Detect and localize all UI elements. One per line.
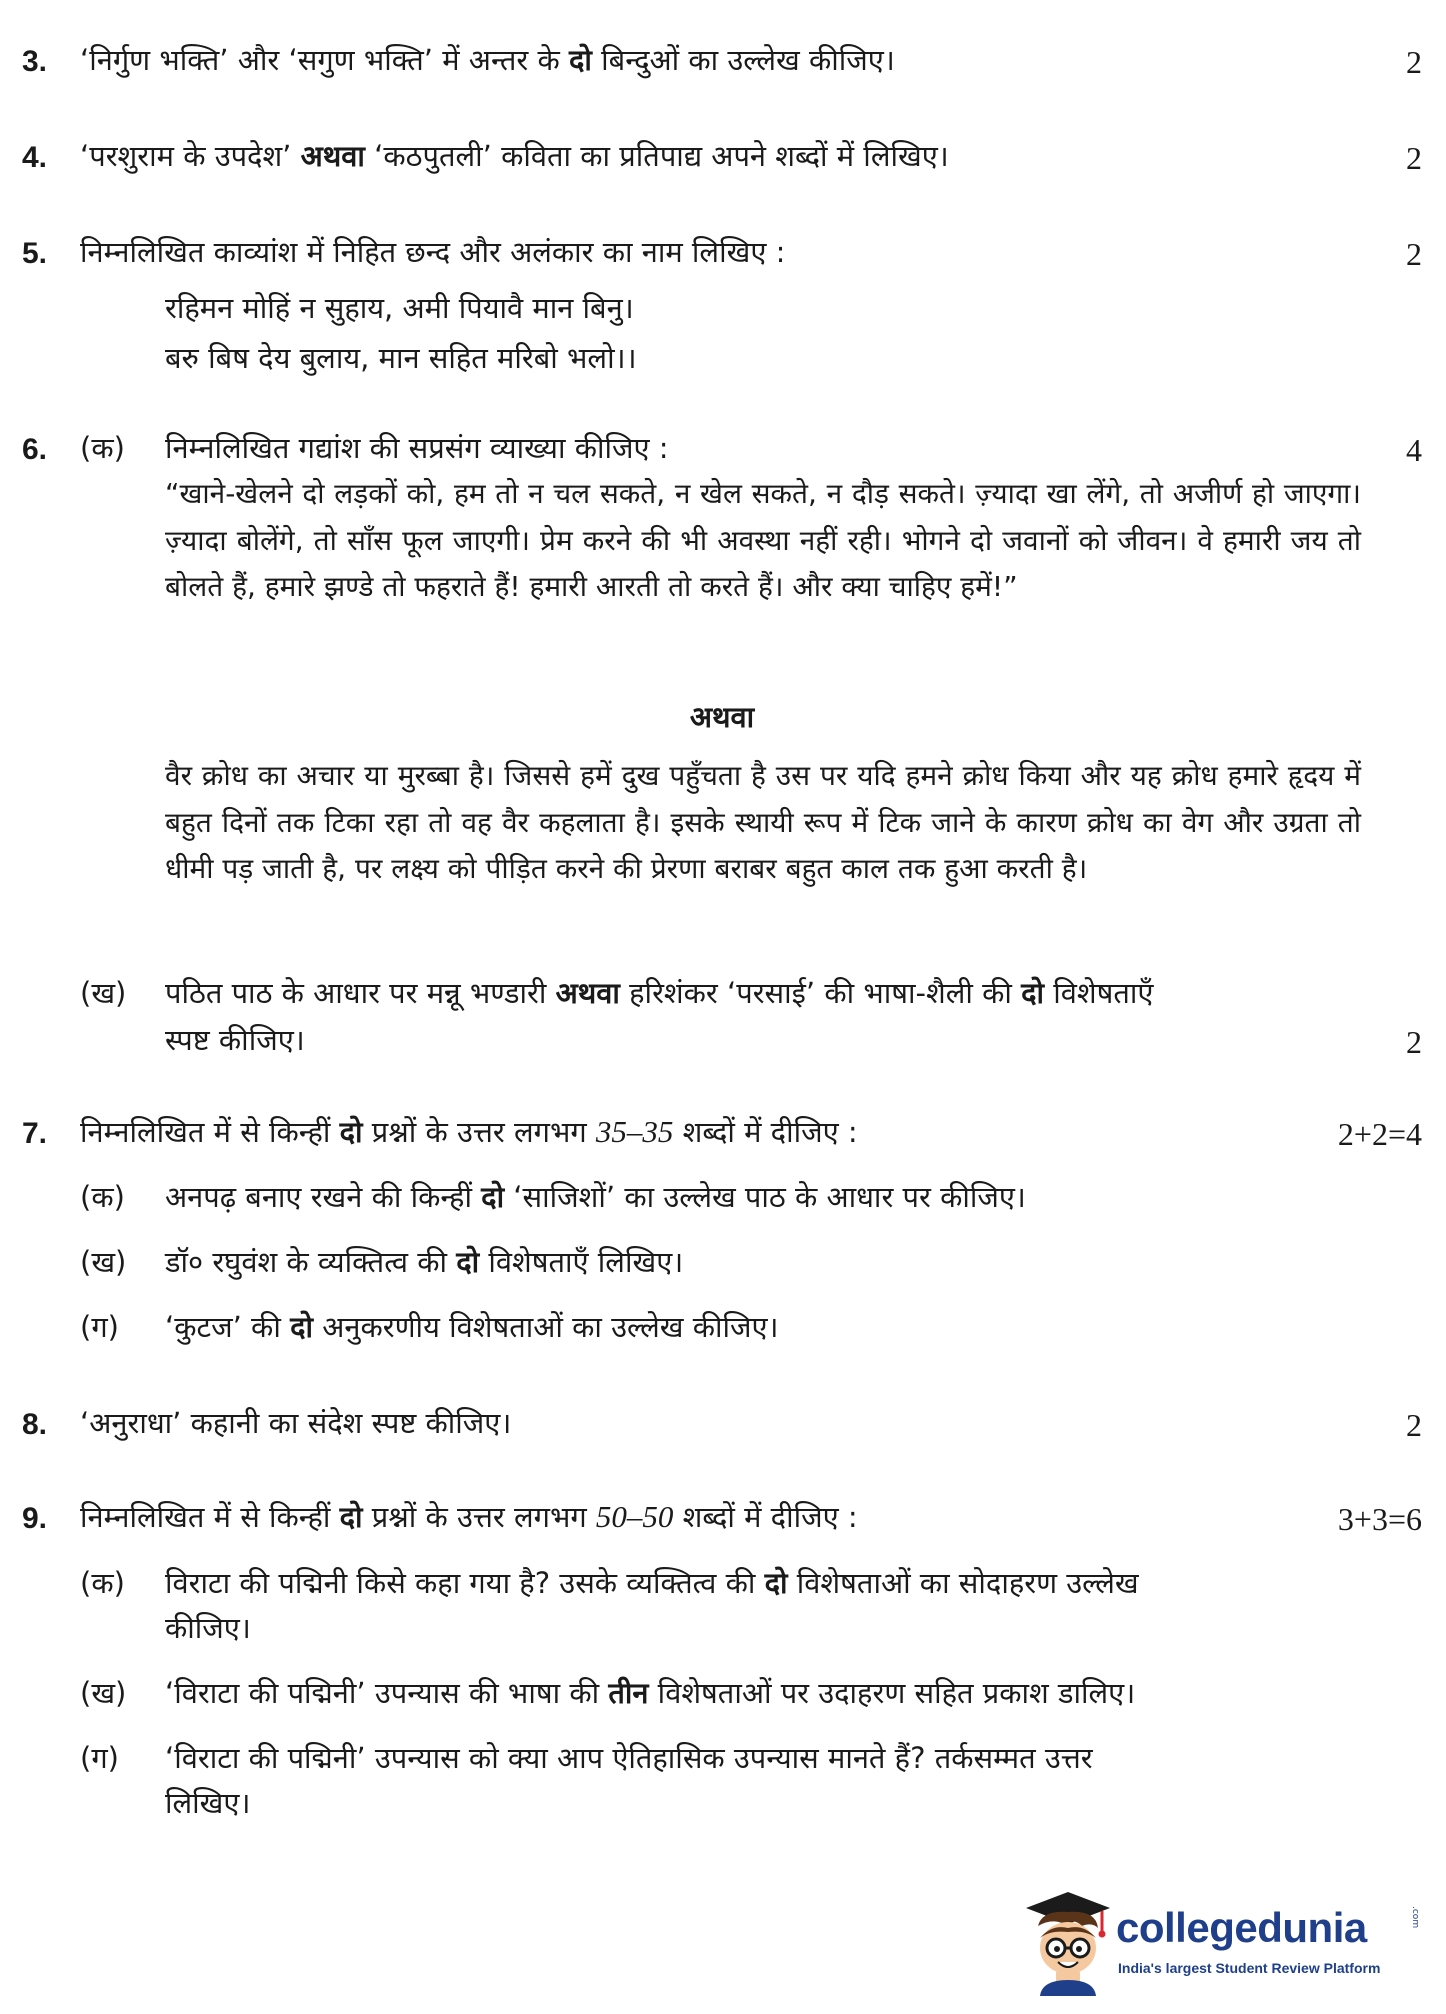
sub-question-text: निम्नलिखित गद्यांश की सप्रसंग व्याख्या कीजिए : (165, 431, 669, 465)
sub-label-kha: (ख) (80, 976, 127, 1010)
logo-tagline: India's largest Student Review Platform (1118, 1960, 1381, 1976)
marks: 2 (1406, 1024, 1422, 1060)
logo-domain: .com (1410, 1906, 1420, 1929)
question-text: ‘परशुराम के उपदेश’ अथवा ‘कठपुतली’ कविता का प्रतिपाद्य अपने शब्दों में लिखिए। (80, 139, 949, 173)
sub-label-ka: (क) (80, 1566, 125, 1600)
question-number: 5. (22, 237, 48, 270)
question-text: निम्नलिखित में से किन्हीं दो प्रश्नों के उत्तर लगभग 50–50 शब्दों में दीजिए : (80, 1499, 858, 1534)
sub-question-text: ‘कुटज’ की दो अनुकरणीय विशेषताओं का उल्लेख कीजिए। (165, 1310, 779, 1344)
passage-2: वैर क्रोध का अचार या मुरब्बा है। जिससे हमें दुख पहुँचता है उस पर यदि हमने क्रोध किया और यह क्रोध हमारे हृदय में बहुत दिनों तक टिका रहा तो वह वैर कहलाता है। इसके स्थायी रूप में टिक जाने के कारण क्रोध का वेग और उग्रता तो धीमी पड़ जाती है, पर लक्ष्य को पीड़ित करने की प्रेरणा बराबर बहुत काल तक हुआ करती है। (165, 759, 1361, 885)
question-number: 7. (22, 1117, 48, 1150)
marks: 4 (1406, 432, 1422, 468)
marks: 2 (1406, 1407, 1422, 1443)
sub-question-text: अनपढ़ बनाए रखने की किन्हीं दो ‘साजिशों’ का उल्लेख पाठ के आधार पर कीजिए। (165, 1180, 1026, 1214)
sub-label-ka: (क) (80, 1180, 125, 1214)
sub-label-ga: (ग) (80, 1741, 119, 1775)
verse-line-1: रहिमन मोहिं न सुहाय, अमी पियावै मान बिनु। (165, 291, 634, 325)
question-text: निम्नलिखित काव्यांश में निहित छन्द और अलंकार का नाम लिखिए : (80, 235, 786, 269)
sub-label-ka: (क) (80, 431, 125, 465)
marks: 2 (1406, 236, 1422, 272)
sub-question-text: पठित पाठ के आधार पर मन्नू भण्डारी अथवा हरिशंकर ‘परसाई’ की भाषा-शैली की दो विशेषताएँ (165, 976, 1154, 1010)
question-number: 4. (22, 141, 48, 174)
question-number: 8. (22, 1408, 48, 1441)
question-number: 3. (22, 45, 48, 78)
collegedunia-logo (1022, 1886, 1422, 1996)
marks: 2 (1406, 140, 1422, 176)
sub-question-text-cont: कीजिए। (165, 1611, 251, 1645)
marks: 2 (1406, 44, 1422, 80)
question-text: ‘अनुराधा’ कहानी का संदेश स्पष्ट कीजिए। (80, 1406, 512, 1440)
sub-question-text: ‘विराटा की पद्मिनी’ उपन्यास को क्या आप ऐतिहासिक उपन्यास मानते हैं? तर्कसम्मत उत्तर (165, 1741, 1093, 1775)
sub-question-text: ‘विराटा की पद्मिनी’ उपन्यास की भाषा की तीन विशेषताओं पर उदाहरण सहित प्रकाश डालिए। (165, 1676, 1136, 1710)
sub-question-text: डॉ० रघुवंश के व्यक्तित्व की दो विशेषताएँ लिखिए। (165, 1245, 684, 1279)
sub-question-text-cont: लिखिए। (165, 1786, 251, 1820)
question-text: निम्नलिखित में से किन्हीं दो प्रश्नों के उत्तर लगभग 35–35 शब्दों में दीजिए : (80, 1114, 858, 1149)
sub-question-text: विराटा की पद्मिनी किसे कहा गया है? उसके व्यक्तित्व की दो विशेषताओं का सोदाहरण उल्लेख (165, 1566, 1139, 1600)
sub-question-text-cont: स्पष्ट कीजिए। (165, 1023, 305, 1057)
verse-line-2: बरु बिष देय बुलाय, मान सहित मरिबो भलो।। (165, 341, 637, 375)
sub-label-kha: (ख) (80, 1245, 127, 1279)
sub-label-ga: (ग) (80, 1310, 119, 1344)
marks: 3+3=6 (1337, 1501, 1422, 1537)
question-number: 9. (22, 1502, 48, 1535)
sub-label-kha: (ख) (80, 1676, 127, 1710)
logo-wordmark: collegedunia (1116, 1904, 1367, 1951)
marks: 2+2=4 (1337, 1116, 1422, 1152)
mascot-icon (1022, 1886, 1114, 1996)
question-number: 6. (22, 433, 48, 466)
athva-heading: अथवा (689, 700, 755, 734)
passage-1: “खाने-खेलने दो लड़कों को, हम तो न चल सकते, न खेल सकते, न दौड़ सकते। ज़्यादा खा लेंगे, तो अजीर्ण हो जाएगा। ज़्यादा बोलेंगे, तो साँस फूल जाएगी। प्रेम करने की भी अवस्था नहीं रही। भोगने दो जवानों को जीवन। वे हमारी जय तो बोलते हैं, हमारे झण्डे तो फहराते हैं! हमारी आरती तो करते हैं। और क्या चाहिए हमें!” (165, 477, 1361, 603)
question-text: ‘निर्गुण भक्ति’ और ‘सगुण भक्ति’ में अन्तर के दो बिन्दुओं का उल्लेख कीजिए। (80, 43, 895, 77)
